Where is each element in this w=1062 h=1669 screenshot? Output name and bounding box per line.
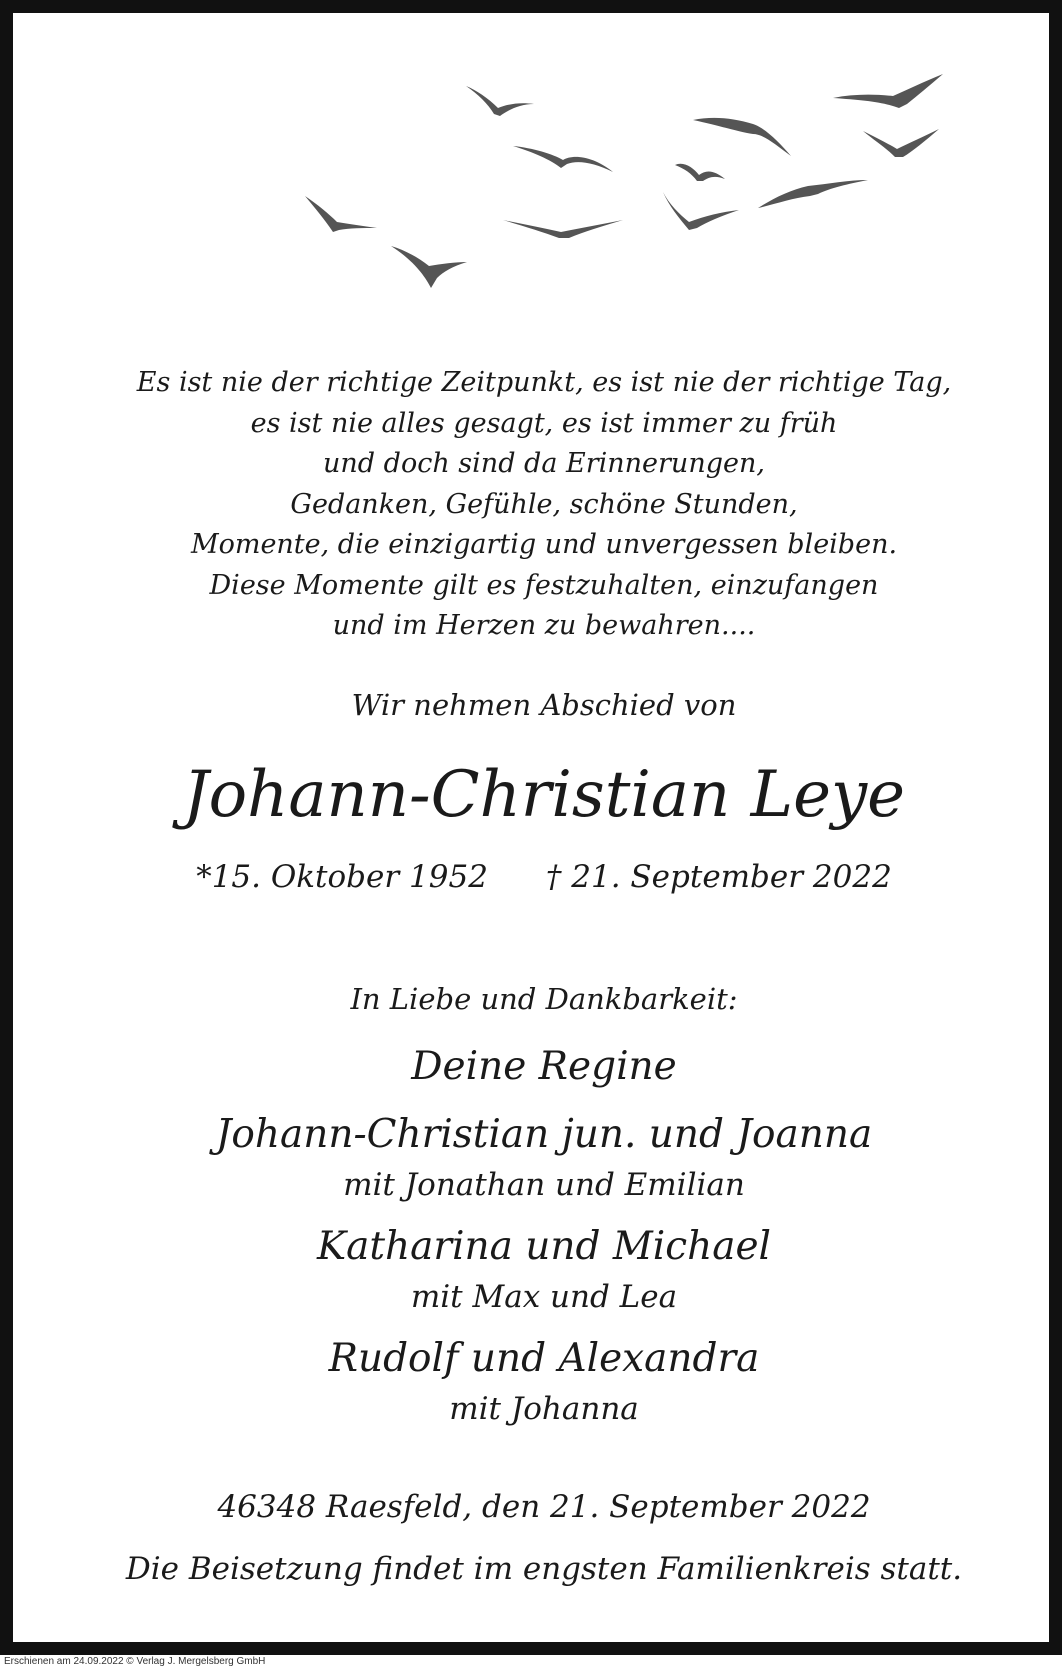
place-date: 46348 Raesfeld, den 21. September 2022 <box>217 1489 871 1525</box>
birth-date: *15. Oktober 1952 <box>196 859 488 895</box>
mourner-group-main: Johann-Christian jun. und Joanna <box>215 1112 873 1157</box>
poem-line: Es ist nie der richtige Zeitpunkt, es ist nie der richtige Tag, <box>136 367 952 398</box>
poem-line: Diese Momente gilt es festzuhalten, einzufangen <box>209 569 879 601</box>
thanks-line: In Liebe und Dankbarkeit: <box>350 982 738 1016</box>
poem <box>73 363 1015 647</box>
deceased-name: Johann-Christian Leye <box>182 758 906 832</box>
life-dates <box>73 855 1015 899</box>
mourners-list <box>53 1037 1035 1441</box>
poem-line: und im Herzen zu bewahren.... <box>332 610 756 641</box>
mourner-group-main: Rudolf und Alexandra <box>328 1336 760 1381</box>
farewell-intro: Wir nehmen Abschied von <box>351 688 737 722</box>
mourner-group-main: Katharina und Michael <box>316 1224 772 1269</box>
mourner-group-sub: mit Johanna <box>449 1391 639 1427</box>
spouse-name: Deine Regine <box>411 1044 677 1089</box>
mourner-group-sub: mit Jonathan und Emilian <box>343 1167 745 1203</box>
poem-line: und doch sind da Erinnerungen, <box>323 448 765 479</box>
poem-line: Gedanken, Gefühle, schöne Stunden, <box>290 488 798 520</box>
poem-line: Momente, die einzigartig und unvergessen bleiben. <box>190 529 898 560</box>
death-date: † 21. September 2022 <box>545 859 892 895</box>
flying-birds-icon <box>303 68 1023 318</box>
publication-footer: Erschienen am 24.09.2022 © Verlag J. Mergelsberg GmbH <box>4 1656 266 1667</box>
mourner-group-sub: mit Max und Lea <box>410 1279 678 1315</box>
burial-note: Die Beisetzung findet im engsten Familienkreis statt. <box>125 1551 963 1587</box>
poem-line: es ist nie alles gesagt, es ist immer zu früh <box>250 407 838 439</box>
